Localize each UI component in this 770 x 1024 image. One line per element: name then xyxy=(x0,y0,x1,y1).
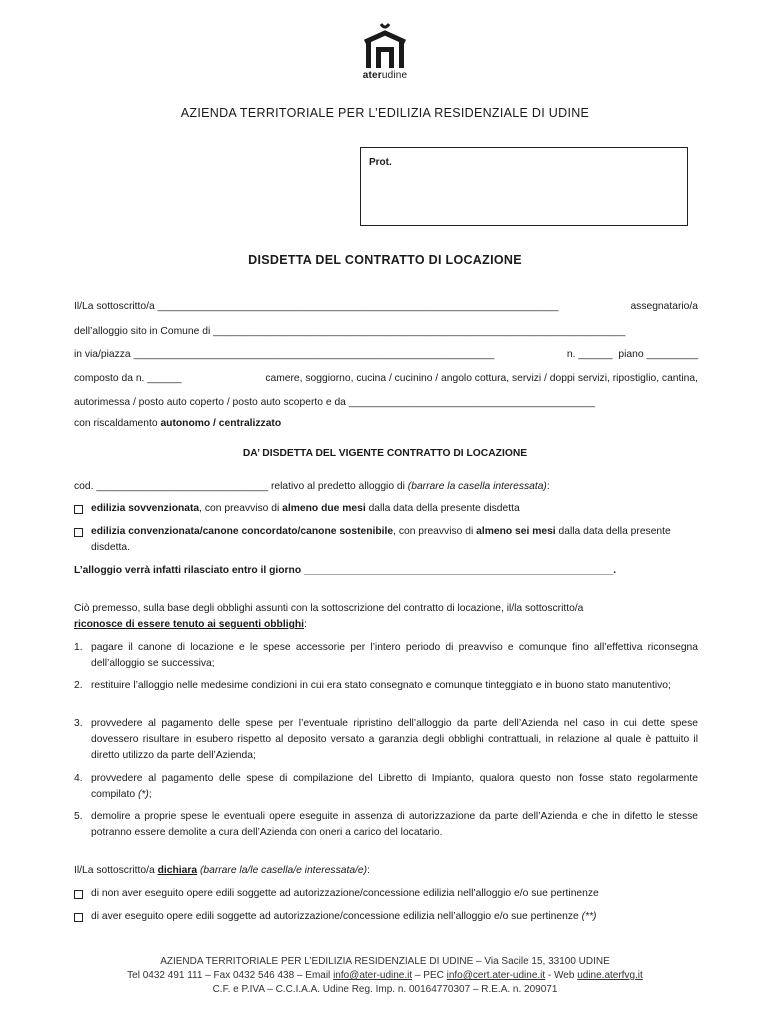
declares-verb: dichiara xyxy=(157,865,198,876)
obligation-text: provvedere al pagamento delle spese per l’eventuale ripristino dell’alloggio da parte dell’Azienda nel caso in cui dette spese dovessero risultare in esubero rispetto al deposito versato a garanzia degli obblighi contrattuali, in relazione al quale è pattuito il diretto utilizzo da parte dell’Azienda; xyxy=(91,718,698,761)
number-floor xyxy=(567,348,698,362)
rooms-count-field: composto da n. ______ xyxy=(74,373,182,384)
heating-options: autonomo / centralizzato xyxy=(160,418,282,429)
tenant-role-label: assegnatario/a xyxy=(630,301,698,312)
footer-web-link[interactable]: udine.aterfvg.it xyxy=(577,970,643,981)
release-date-line xyxy=(74,564,698,578)
footer-address: AZIENDA TERRITORIALE PER L’EDILIZIA RESIDENZIALE DI UDINE – Via Sacile 15, 33100 UDINE xyxy=(160,956,610,967)
code-instruction: (barrare la casella interessata) xyxy=(407,481,547,492)
obligation-text: demolire a proprie spese le eventuali opere eseguite in assenza di autorizzazione da parte dell’Azienda e che in difetto le stesse potranno essere demolite a cura dell’Azienda con oneri a carico del locatario. xyxy=(91,811,698,838)
form-line-address xyxy=(74,348,698,362)
code-line xyxy=(74,480,698,494)
declares-instruction: (barrare la/le casella/e interessata/e) xyxy=(199,865,368,876)
declaration-works[interactable] xyxy=(74,909,698,925)
obligation-text: pagare il canone di locazione e le spese accessorie per l’intero periodo di preavviso e comunque fino all’effettiva riconsegna dell’alloggio se successiva; xyxy=(91,642,698,669)
release-date-field: ______________________________________________________. xyxy=(301,565,617,576)
obligation-item xyxy=(74,678,698,694)
option-text: edilizia convenzionata/canone concordato/canone sostenibile, con preavviso di almeno sei mesi dalla data della presente disdetta. xyxy=(91,526,671,553)
code-field: cod. ______________________________ xyxy=(74,481,269,492)
declares-subject: Il/La sottoscritto/a xyxy=(74,865,158,876)
footer-contacts xyxy=(0,969,770,983)
document-title: DISDETTA DEL CONTRATTO DI LOCAZIONE xyxy=(248,253,522,267)
declaration-text: di aver eseguito opere edili soggette ad autorizzazione/concessione edilizia nell’alloggio e/o sue pertinenze (**) xyxy=(91,911,597,922)
option-subsidized[interactable] xyxy=(74,501,698,517)
floor-field: piano _________ xyxy=(618,349,698,360)
ater-udine-logo xyxy=(350,22,420,92)
form-line-composition xyxy=(74,372,698,386)
premise-text: Ciò premesso, sulla base degli obblighi assunti con la sottoscrizione del contratto di locazione, il/la sottoscritto/a xyxy=(74,603,584,614)
premise-paragraph xyxy=(74,601,698,633)
obligation-item xyxy=(74,771,698,803)
declaration-text: di non aver eseguito opere edili soggette ad autorizzazione/concessione edilizia nell’alloggio e/o sue pertinenze xyxy=(91,888,599,899)
option-agreed-rent[interactable] xyxy=(74,524,698,556)
obligation-item xyxy=(74,809,698,841)
form-line-tenant xyxy=(74,300,698,314)
rooms-description: camere, soggiorno, cucina / cucinino / angolo cottura, servizi / doppi servizi, ripostiglio, cantina, xyxy=(265,373,698,384)
house-number-field: n. ______ xyxy=(566,349,613,360)
page-footer xyxy=(0,955,770,997)
code-colon: : xyxy=(546,481,550,492)
declaration-no-works[interactable] xyxy=(74,886,698,902)
footer-email-link[interactable]: info@ater-udine.it xyxy=(333,970,413,981)
premise-underlined: riconosce di essere tenuto ai seguenti obblighi xyxy=(74,619,305,630)
form-line-heating xyxy=(74,417,698,431)
obligation-item xyxy=(74,716,698,764)
checkbox-icon[interactable] xyxy=(74,528,83,537)
obligation-number: 2. xyxy=(74,680,83,691)
form-line-parking: autorimessa / posto auto coperto / posto auto scoperto e da ___________________________________________ xyxy=(74,397,595,408)
checkbox-icon[interactable] xyxy=(74,913,83,922)
street-field: in via/piazza _______________________________________________________________ xyxy=(74,349,495,360)
obligation-number: 1. xyxy=(74,642,83,653)
declares-colon: : xyxy=(367,865,370,876)
option-text: edilizia sovvenzionata, con preavviso di almeno due mesi dalla data della presente disdetta xyxy=(91,503,520,514)
code-text: relativo al predetto alloggio di xyxy=(268,481,408,492)
section-subtitle: DA’ DISDETTA DEL VIGENTE CONTRATTO DI LOCAZIONE xyxy=(242,448,528,459)
agency-heading: AZIENDA TERRITORIALE PER L’EDILIZIA RESIDENZIALE DI UDINE xyxy=(180,106,590,120)
obligation-text: provvedere al pagamento delle spese di compilazione del Libretto di Impianto, qualora questo non fosse stato regolarmente compilato (*); xyxy=(91,773,698,800)
tenant-name-field: Il/La sottoscritto/a ______________________________________________________________________ xyxy=(74,301,559,312)
protocol-label: Prot. xyxy=(369,157,392,168)
form-line-municipality: dell’alloggio sito in Comune di ________________________________________________________________________ xyxy=(74,326,626,337)
obligation-text: restituire l’alloggio nelle medesime condizioni in cui era stato consegnato e comunque tinteggiato e in buono stato manutentivo; xyxy=(91,680,671,691)
obligation-item xyxy=(74,640,698,672)
footer-phone: Tel 0432 491 111 – Fax 0432 546 438 – Email xyxy=(127,970,334,981)
footer-pec-label: – PEC xyxy=(412,970,447,981)
premise-colon: : xyxy=(304,619,307,630)
release-text: L’alloggio verrà infatti rilasciato entro il giorno xyxy=(74,565,302,576)
obligation-number: 4. xyxy=(74,773,83,784)
obligation-number: 3. xyxy=(74,718,83,729)
footer-registration: C.F. e P.IVA – C.C.I.A.A. Udine Reg. Imp. n. 00164770307 – R.E.A. n. 209071 xyxy=(212,984,558,995)
footer-web-label: - Web xyxy=(545,970,578,981)
protocol-box xyxy=(360,147,688,226)
logo-wordmark: aterudine xyxy=(362,70,408,81)
house-logo-icon xyxy=(360,22,410,70)
obligation-number: 5. xyxy=(74,811,83,822)
checkbox-icon[interactable] xyxy=(74,505,83,514)
heating-label: con riscaldamento xyxy=(74,418,161,429)
checkbox-icon[interactable] xyxy=(74,890,83,899)
declares-line xyxy=(74,864,698,878)
footer-pec-link[interactable]: info@cert.ater-udine.it xyxy=(446,970,546,981)
